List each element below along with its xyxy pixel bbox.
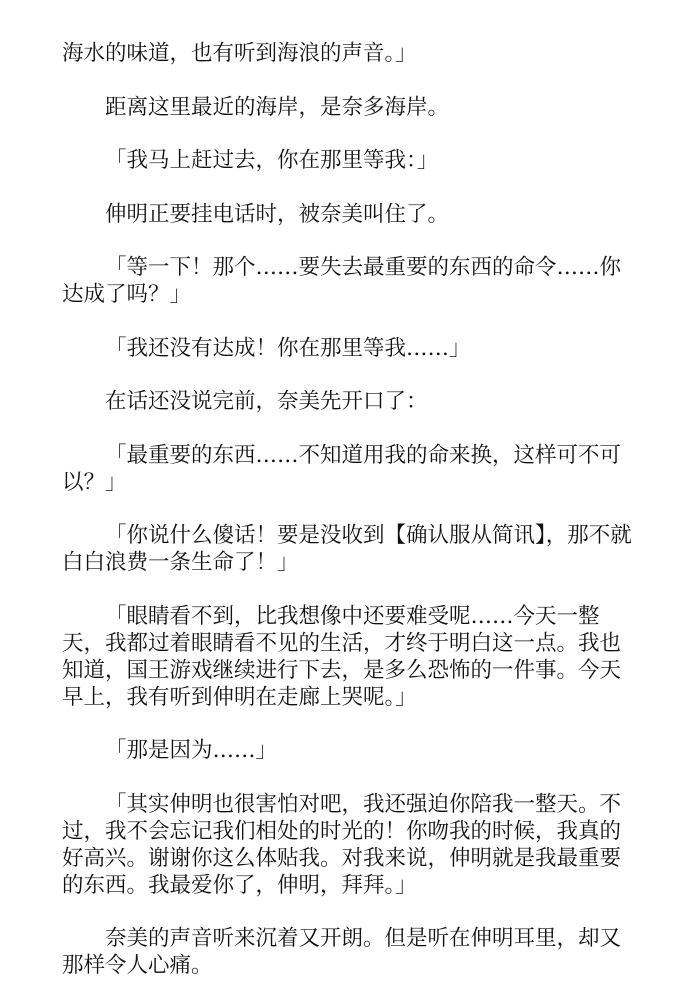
dialogue-paragraph: 「你说什么傻话！要是没收到【确认服从简讯】，那不就白白浪费一条生命了！」 (62, 523, 632, 575)
paragraph: 在话还没说完前，奈美先开口了： (105, 389, 428, 414)
dialogue-paragraph: 「那是因为……」 (105, 738, 278, 763)
dialogue-paragraph: 「我马上赶过去，你在那里等我：」 (105, 148, 439, 173)
dialogue-paragraph: 「最重要的东西……不知道用我的命来换，这样可不可以？」 (62, 442, 622, 495)
dialogue-paragraph: 「其实伸明也很害怕对吧，我还强迫你陪我一整天。不过，我不会忘记我们相处的时光的！你吻我的时候，我真的好高兴。谢谢你这么体贴我。对我来说，伸明就是我最重要的东西。我最爱你了，伸明，拜拜。」 (62, 791, 622, 898)
paragraph-continued: 海水的味道，也有听到海浪的声音。」 (62, 41, 417, 66)
dialogue-paragraph: 「眼睛看不到，比我想像中还要难受呢……今天一整天，我都过着眼睛看不见的生活，才终于明白这一点。我也知道，国王游戏继续进行下去，是多么恐怖的一件事。今天早上，我有听到伸明在走廊上哭呢。」 (62, 603, 622, 710)
novel-page-text (62, 40, 642, 1006)
dialogue-paragraph: 「等一下！那个……要失去最重要的东西的命令……你达成了吗？」 (62, 255, 622, 307)
dialogue-paragraph: 「我还没有达成！你在那里等我……」 (105, 335, 471, 361)
paragraph: 奈美的声音听来沉着又开朗。但是听在伸明耳里，却又那样令人心痛。 (62, 926, 622, 978)
paragraph: 距离这里最近的海岸，是奈多海岸。 (105, 94, 450, 120)
paragraph: 伸明正要挂电话时，被奈美叫住了。 (105, 201, 450, 227)
